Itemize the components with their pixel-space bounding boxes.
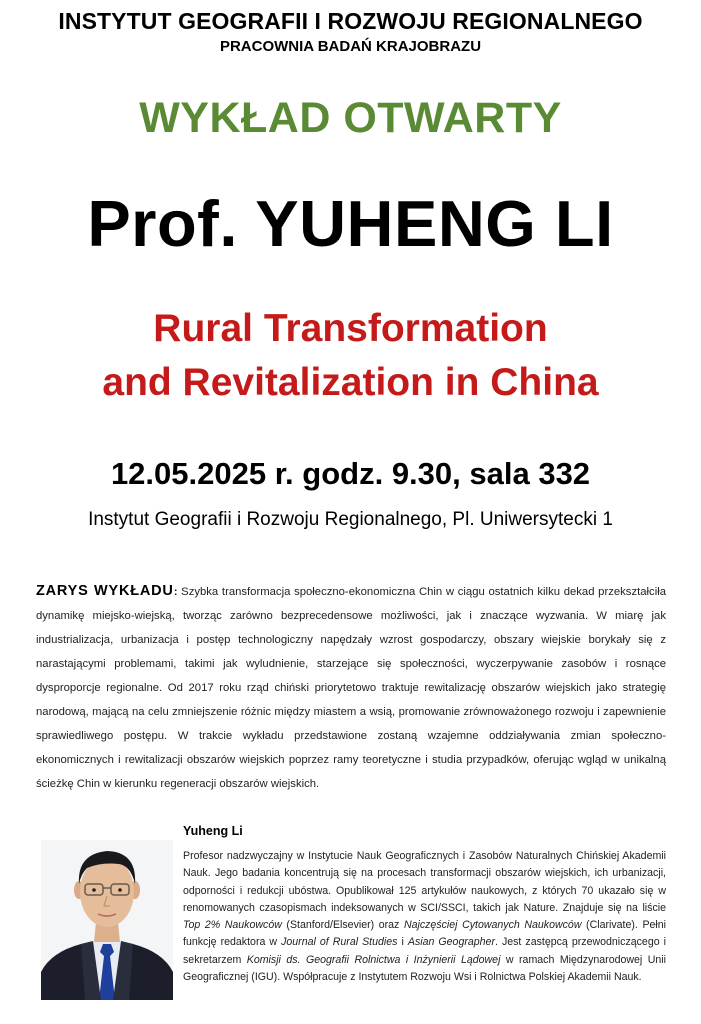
bio-text — [183, 848, 666, 986]
talk-title — [0, 302, 701, 410]
bio-text-part: (Clarivate). Pełni funkcję redaktora w — [183, 919, 666, 949]
talk-title-line-2: and Revitalization in China — [102, 361, 599, 404]
bio-text-part: i — [397, 936, 408, 949]
institute-name: INSTYTUT GEOGRAFII I ROZWOJU REGIONALNEGO — [58, 8, 643, 34]
bio-text-part: Profesor nadzwyczajny w Instytucie Nauk Geograficznych i Zasobów Naturalnych Chińskiej Akademii Nauk. Jego badania koncentrują się na procesach transformacji obszarów wiejskich, ich urbanizacji, odporności i redukcji ubóstwa. Opublikował 125 artykułów naukowych, z których 70 ukazało się w renomowanych czasopismach indeksowanych w SCI/SSCI, takich jak Nature. Znajduje się na liście — [183, 850, 666, 914]
bio-journal-asian-geographer: Asian Geographer — [407, 936, 495, 949]
speaker-name: Prof. YUHENG LI — [87, 187, 614, 260]
abstract-text: Szybka transformacja społeczno-ekonomiczna Chin w ciągu ostatnich kilku dekad przekształciła dynamikę miejsko-wiejską, tworząc zarówno bezprecedensowe możliwości, jak i znaczące wyzwania. W miarę jak industrializacja, urbanizacja i postęp technologiczny napędzały wzrost gospodarczy, obszary wiejskie borykały się z narastającymi problemami, takimi jak wyludnienie, starzejące się społeczności, wyczerpywanie zasobów i rosnące dysproporcje regionalne. Od 2017 roku rząd chiński priorytetowo traktuje rewitalizację obszarów wiejskich jako strategię narodową, mającą na celu zmniejszenie różnic między miastem a wsią, promowanie zrównoważonego rozwoju i zapewnienie sprawiedliwego postępu. W trakcie wykładu przedstawione zostaną wzajemne oddziaływania zmian społeczno-ekonomicznych i rewitalizacji obszarów wiejskich poprzez ramy teoretyczne i studia przypadków, oferując wgląd w unikalną ścieżkę Chin w kierunku regeneracji obszarów wiejskich. — [36, 586, 666, 790]
speaker-portrait-illustration — [41, 840, 173, 1000]
lecture-type: WYKŁAD OTWARTY — [139, 94, 562, 142]
abstract — [36, 579, 666, 796]
abstract-colon: : — [173, 586, 178, 598]
bio-text-part: . Jest zastępcą przewodniczącego i sekretarzem — [183, 936, 666, 966]
abstract-label: ZARYS WYKŁADU — [36, 583, 174, 599]
speaker-photo — [41, 840, 173, 1000]
bio-ranking-highly-cited: Najczęściej Cytowanych Naukowców — [403, 919, 582, 932]
event-date-time-room: 12.05.2025 r. godz. 9.30, sala 332 — [110, 456, 591, 491]
bio-name: Yuheng Li — [183, 824, 243, 838]
bio-text-part: (Stanford/Elsevier) oraz — [281, 919, 404, 932]
talk-title-line-1: Rural Transformation — [153, 307, 548, 350]
bio-commission-name: Komisji ds. Geografii Rolnictwa i Inżynierii Lądowej — [246, 953, 501, 966]
lab-name: PRACOWNIA BADAŃ KRAJOBRAZU — [219, 38, 482, 55]
bio-text-part: w ramach Międzynarodowej Unii Geograficznej (IGU). Współpracuje z Instytutem Rozwoju Wsi i Rolnictwa Polskiej Akademii Nauk. — [183, 953, 666, 984]
bio-ranking-top2: Top 2% Naukowców — [183, 919, 282, 932]
bio-journal-rural-studies: Journal of Rural Studies — [281, 936, 398, 949]
event-venue: Instytut Geografii i Rozwoju Regionalnego, Pl. Uniwersytecki 1 — [88, 509, 613, 530]
